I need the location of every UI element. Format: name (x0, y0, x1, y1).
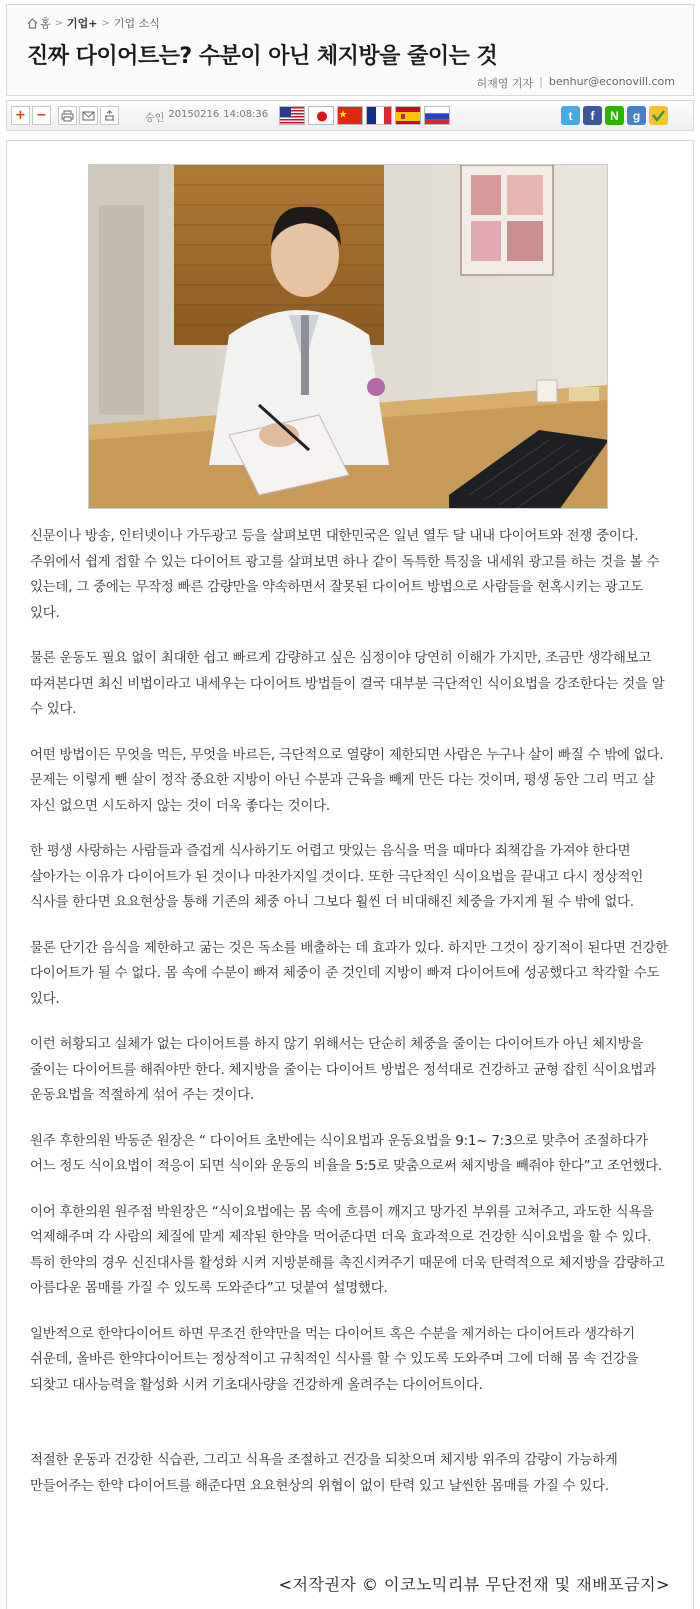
article-paragraph: 신문이나 방송, 인터넷이나 가두광고 등을 살펴보면 대한민국은 일년 열두 달 내내 다이어트와 전쟁 중이다. 주위에서 쉽게 접할 수 있는 다이어트 광고를 살펴보면 하나 같이 독특한 특징을 내세워 광고를 하는 것을 볼 수 있는데, 그 중에는 무작정 빠른 감량만을 약속하면서 잘못된 다이어트 방법으로 사람들을 현혹시키는 광고도 있다. (30, 529, 660, 621)
article-paragraph: 어떤 방법이든 무엇을 먹든, 무엇을 바르든, 극단적으로 열량이 제한되면 사람은 누구나 살이 빠질 수 밖에 없다. 문제는 이렇게 뺀 살이 정작 중요한 지방이 아닌 수분과 근육을 빼게 만든 다는 것이며, 평생 동안 그리 먹고 살 자신 없으면 시도하지 않는 것이 더욱 좋다는 것이다. (30, 747, 664, 814)
france-flag-icon[interactable] (366, 106, 392, 125)
print-icon[interactable] (58, 106, 77, 125)
home-icon[interactable] (27, 18, 38, 29)
copyright-notice: <저작권자 © 이코노믹리뷰 무단전재 및 재배포금지> (278, 1575, 670, 1594)
approved-label: 승인 (145, 113, 165, 124)
naver-icon[interactable]: N (605, 106, 624, 125)
article-paragraph: 한 평생 사랑하는 사람들과 즐겁게 식사하기도 어렵고 맛있는 음식을 먹을 때마다 죄책감을 가져야 한다면 살아가는 이유가 다이어트가 된 것이나 마찬가지일 것이다. 또한 극단적인 식이요법을 끝내고 다시 정상적인 식사를 한다면 요요현상을 통해 기존의 체중 아니 그보다 훨씬 더 비대해진 체중을 가지게 될 수 밖에 없다. (30, 844, 644, 910)
author-name: 허재영 기자 (476, 77, 534, 90)
russia-flag-icon[interactable] (424, 106, 450, 125)
google-icon[interactable]: g (627, 106, 646, 125)
article-photo (88, 164, 608, 509)
breadcrumb-home[interactable]: 홈 (40, 17, 51, 30)
article-toolbar (6, 100, 694, 131)
chevron-right-icon: > (101, 17, 110, 29)
article-paragraph: 원주 후한의원 박동준 원장은 “ 다이어트 초반에는 식이요법과 운동요법을 9:1~ 7:3으로 맞추어 조절하다가 어느 정도 식이요법이 적응이 되면 식이와 운동의 비율을 5:5로 맞춤으로써 체지방을 빼줘야 한다”고 조언했다. (30, 1133, 663, 1174)
font-increase-button[interactable]: + (11, 106, 30, 125)
japan-flag-icon[interactable] (308, 106, 334, 125)
chevron-right-icon: > (54, 17, 64, 29)
font-decrease-button[interactable]: − (32, 106, 51, 125)
approval-info (145, 109, 268, 124)
article-paragraph: 물론 운동도 필요 없이 최대한 쉽고 빠르게 감량하고 싶은 심정이야 당연히 이해가 가지만, 조금만 생각해보고 따져본다면 최신 비법이라고 내세우는 다이어트 방법들이 결국 대부분 극단적인 식이요법을 강조한다는 것을 알 수 있다. (30, 651, 665, 717)
byline (477, 75, 675, 91)
breadcrumb-section[interactable]: 기업+ (67, 17, 98, 30)
us-flag-icon[interactable] (279, 106, 305, 125)
article-paragraph: 이어 후한의원 원주점 박원장은 “식이요법에는 몸 속에 흐름이 깨지고 망가진 부위를 고쳐주고, 과도한 식욕을 억제해주며 각 사람의 체질에 맡게 제작된 한약을 먹어준다면 더욱 효과적으로 건강한 식이요법을 할 수 있다. 특히 한약의 경우 신진대사를 활성화 시켜 지방분해를 촉진시켜주기 때문에 더욱 탄력적으로 체지방을 감량하고 아름다운 몸매를 가질 수 있도록 도와준다”고 덧붙여 설명했다. (30, 1204, 665, 1296)
article-text (30, 524, 670, 1519)
article-header (6, 4, 694, 96)
article-headline: 진짜 다이어트는? 수분이 아닌 체지방을 줄이는 것 (27, 44, 498, 69)
yozm-icon[interactable] (649, 106, 668, 125)
approved-time: 14:08:36 (223, 109, 269, 120)
facebook-icon[interactable]: f (583, 106, 602, 125)
article-paragraph: 물론 단기간 음식을 제한하고 굶는 것은 독소를 배출하는 데 효과가 있다. 하지만 그것이 장기적이 된다면 건강한 다이어트가 될 수 없다. 몸 속에 수분이 빠져 체중이 준 것인데 지방이 빠져 다이어트에 성공했다고 착각할 수도 있다. (30, 940, 668, 1007)
article-paragraph: 적절한 운동과 건강한 식습관, 그리고 식욕을 조절하고 건강을 되찾으며 체지방 위주의 감량이 가능하게 만들어주는 한약 다이어트를 해준다면 요요현상의 위협이 없이 탄력 있고 날씬한 몸매를 가질 수 있다. (30, 1453, 618, 1494)
scrap-icon[interactable] (100, 106, 119, 125)
article-paragraph: 일반적으로 한약다이어트 하면 무조건 한약만을 먹는 다이어트 혹은 수분을 제거하는 다이어트라 생각하기 쉬운데, 올바른 한약다이어트는 정상적이고 규칙적인 식사를 할 수 있도록 도와주며 그에 더해 몸 속 건강을 되찾고 대사능력을 활성화 시켜 기초대사량을 건강하게 올려주는 다이어트이다. (30, 1326, 639, 1393)
email-icon[interactable] (79, 106, 98, 125)
breadcrumb (27, 15, 160, 31)
divider: | (539, 75, 543, 88)
china-flag-icon[interactable] (337, 106, 363, 125)
approved-date: 20150216 (168, 109, 220, 120)
author-email[interactable]: benhur@econovill.com (548, 75, 675, 88)
twitter-icon[interactable]: t (561, 106, 580, 125)
breadcrumb-subsection[interactable]: 기업 소식 (113, 17, 160, 30)
spain-flag-icon[interactable] (395, 106, 421, 125)
article-paragraph: 이런 허황되고 실체가 없는 다이어트를 하지 않기 위해서는 단순히 체중을 줄이는 다이어트가 아닌 체지방을 줄이는 다이어트를 해줘야만 한다. 체지방을 줄이는 다이어트 방법은 정석대로 건강하고 균형 잡힌 식이요법과 운동요법을 적절하게 섞어 주는 것이다. (30, 1037, 656, 1103)
